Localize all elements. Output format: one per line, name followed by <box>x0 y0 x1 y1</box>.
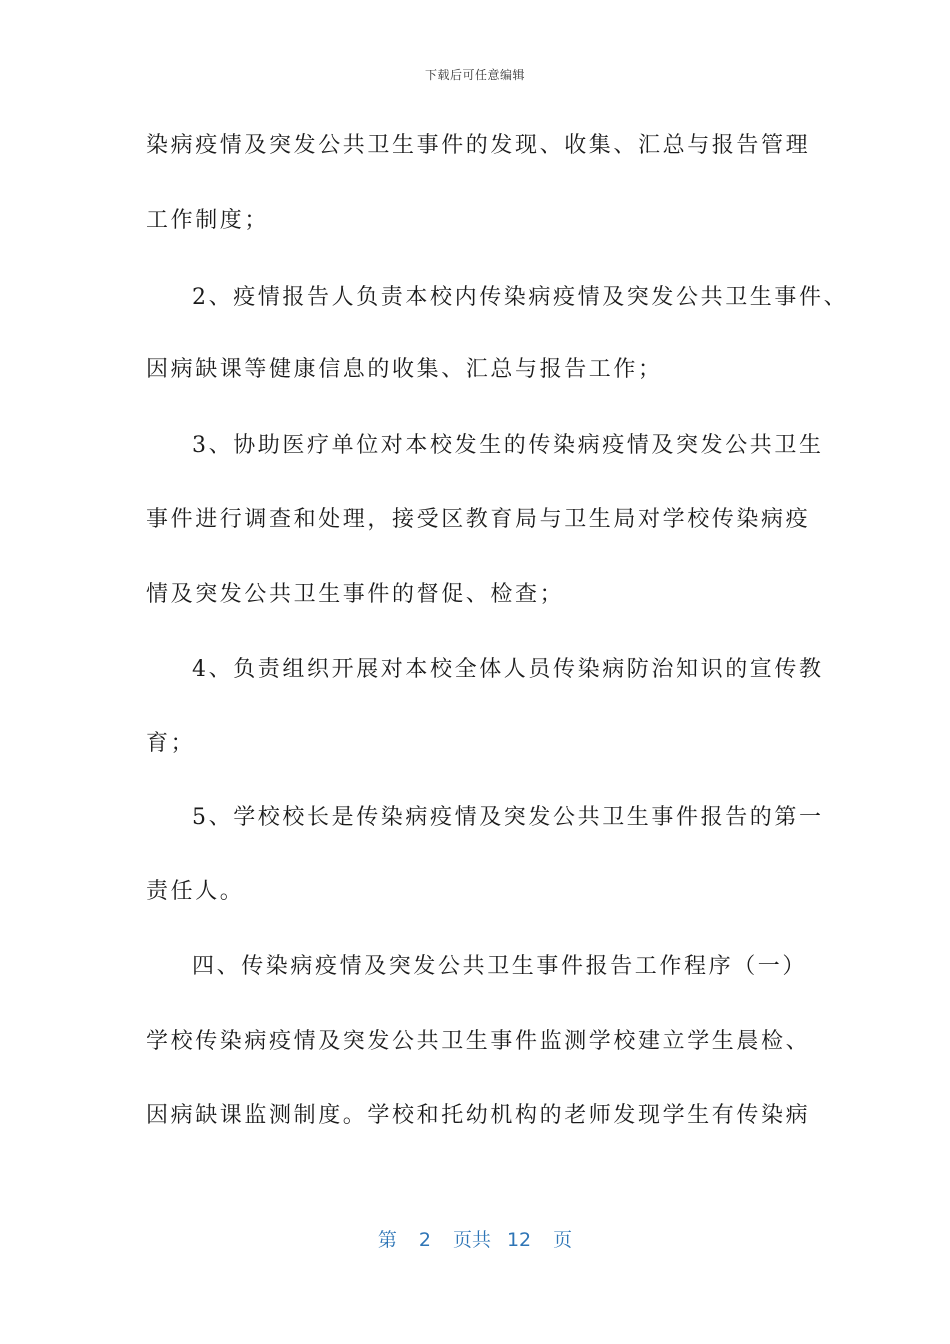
text-line-9: 育； <box>146 731 196 756</box>
page-footer <box>0 1225 950 1252</box>
page-header-note: 下载后可任意编辑 <box>424 68 525 82</box>
text-line-14: 因病缺课监测制度。学校和托幼机构的老师发现学生有传染病 <box>146 1103 811 1128</box>
footer-suffix: 页 <box>553 1229 573 1251</box>
footer-current-page: 2 <box>418 1229 431 1251</box>
text-line-6: 事件进行调查和处理，接受区教育局与卫生局对学校传染病疫 <box>146 507 811 532</box>
footer-middle: 页共 <box>452 1229 491 1251</box>
text-line-7: 情及突发公共卫生事件的督促、检查； <box>146 582 565 607</box>
text-line-4: 因病缺课等健康信息的收集、汇总与报告工作； <box>146 357 663 382</box>
footer-prefix: 第 <box>377 1229 397 1251</box>
text-line-12: 四、传染病疫情及突发公共卫生事件报告工作程序（一） <box>192 954 808 979</box>
text-line-5: 3、协助医疗单位对本校发生的传染病疫情及突发公共卫生 <box>192 433 824 458</box>
text-line-10: 5、学校校长是传染病疫情及突发公共卫生事件报告的第一 <box>192 805 824 830</box>
text-line-2: 工作制度； <box>146 208 270 233</box>
text-line-13: 学校传染病疫情及突发公共卫生事件监测学校建立学生晨检、 <box>146 1029 811 1054</box>
text-line-11: 责任人。 <box>146 879 245 904</box>
text-line-8: 4、负责组织开展对本校全体人员传染病防治知识的宣传教 <box>192 657 824 682</box>
footer-total-pages: 12 <box>506 1229 532 1251</box>
text-line-1: 染病疫情及突发公共卫生事件的发现、收集、汇总与报告管理 <box>146 133 811 158</box>
text-line-3: 2、疫情报告人负责本校内传染病疫情及突发公共卫生事件、 <box>192 285 849 310</box>
